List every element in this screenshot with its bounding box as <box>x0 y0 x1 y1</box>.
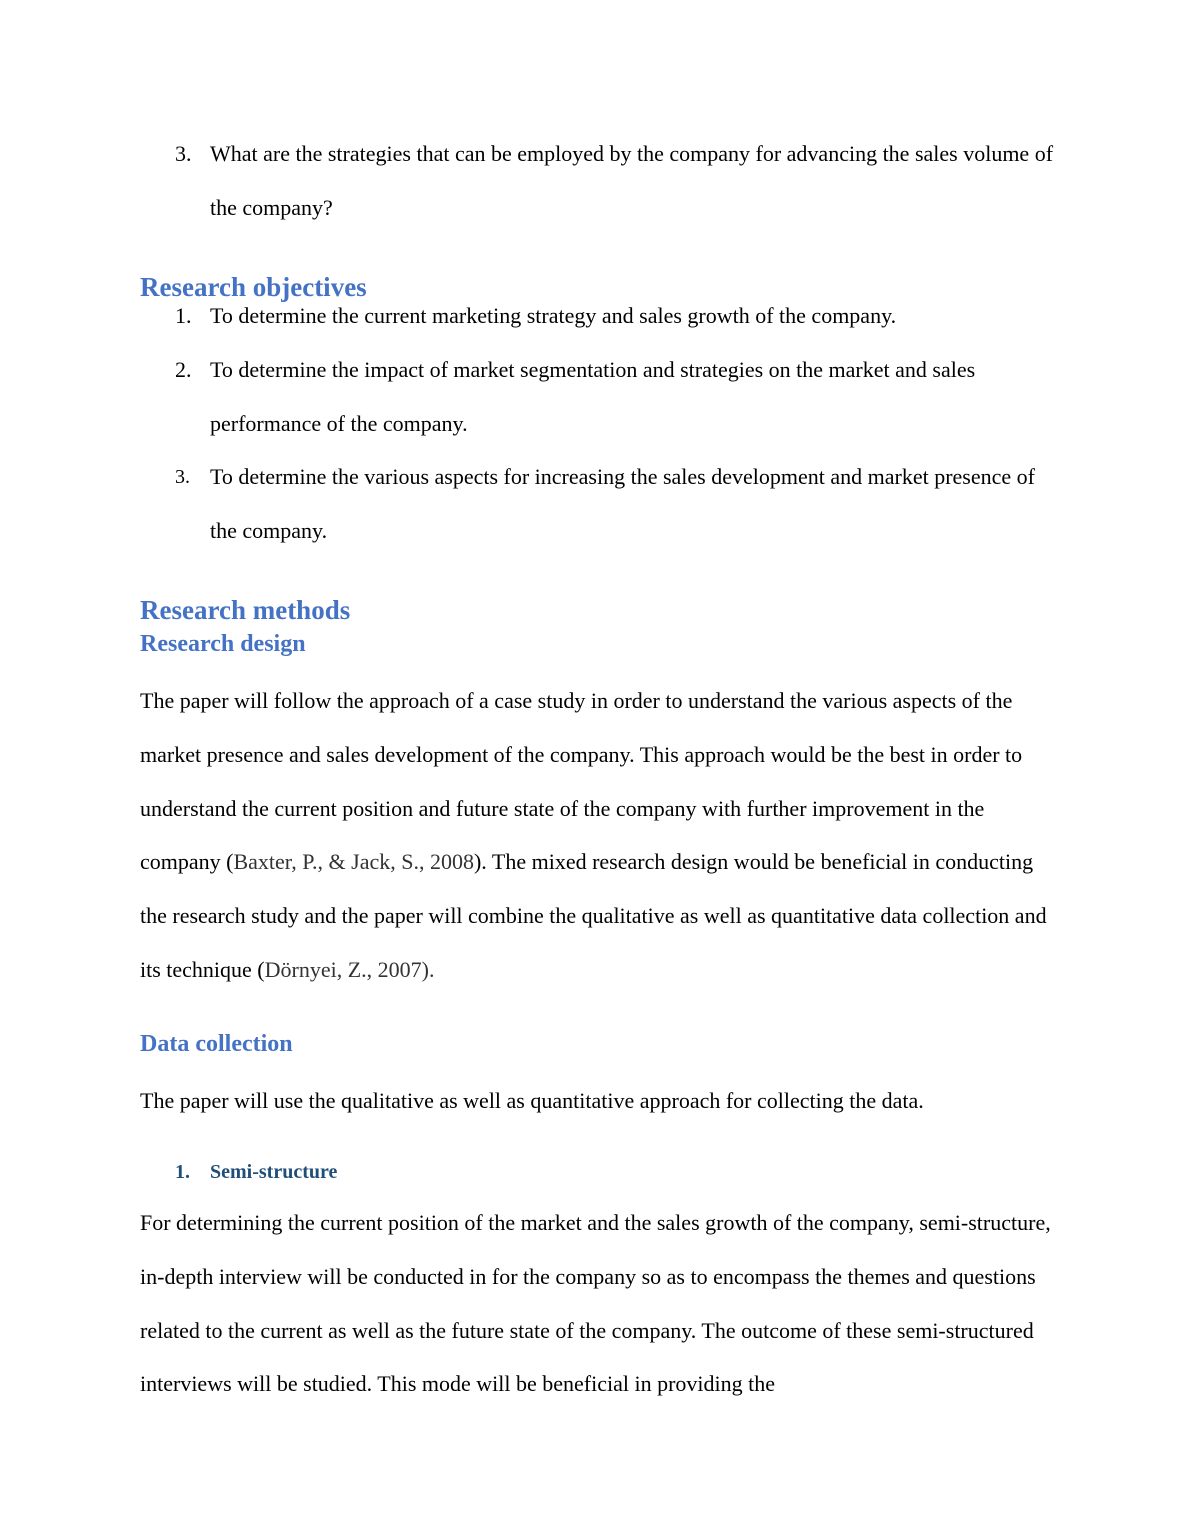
list-number: 1. <box>175 303 192 328</box>
citation-baxter: Baxter, P., & Jack, S., 2008 <box>233 849 474 875</box>
list-number: 3. <box>175 466 190 488</box>
list-text: To determine the various aspects for increasing the sales development and market presence of the company. <box>210 464 1035 543</box>
list-text: Semi-structure <box>210 1161 338 1183</box>
list-number: 3. <box>175 141 192 166</box>
paragraph-text: ). The mixed research design would be beneficial in conducting the research study and the paper will combine the qualitative as well as quantitative data collection and its technique ( <box>140 849 1047 982</box>
heading-research-design: Research design <box>140 631 306 657</box>
paragraph-research-design <box>140 674 1060 997</box>
heading-data-collection: Data collection <box>140 1031 293 1057</box>
paragraph-text: ). <box>421 956 435 982</box>
heading-research-methods: Research methods <box>140 595 351 625</box>
list-number: 1. <box>175 1161 190 1183</box>
citation-dornyei: Dörnyei, Z., 2007 <box>264 956 422 982</box>
paragraph-data-collection-intro: The paper will use the qualitative as well as quantitative approach for collecting the data. <box>140 1088 924 1113</box>
list-text: To determine the current marketing strategy and sales growth of the company. <box>210 303 897 328</box>
paragraph-semi-structure: For determining the current position of the market and the sales growth of the company, semi-structure, in-depth interview will be conducted in for the company so as to encompass the themes and questions related to the current as well as the future state of the company. The outcome of these semi-structured interviews will be studied. This mode will be beneficial in providing the <box>140 1210 1051 1397</box>
list-text: What are the strategies that can be employed by the company for advancing the sales volume of the company? <box>210 141 1054 220</box>
list-text: To determine the impact of market segmentation and strategies on the market and sales performance of the company. <box>210 357 976 436</box>
list-number: 2. <box>175 357 192 382</box>
heading-research-objectives: Research objectives <box>140 272 367 302</box>
paragraph-text: The paper will follow the approach of a case study in order to understand the various aspects of the market presence and sales development of the company. This approach would be the best in order to understand the current position and future state of the company with further improvement in the company ( <box>140 688 1023 875</box>
